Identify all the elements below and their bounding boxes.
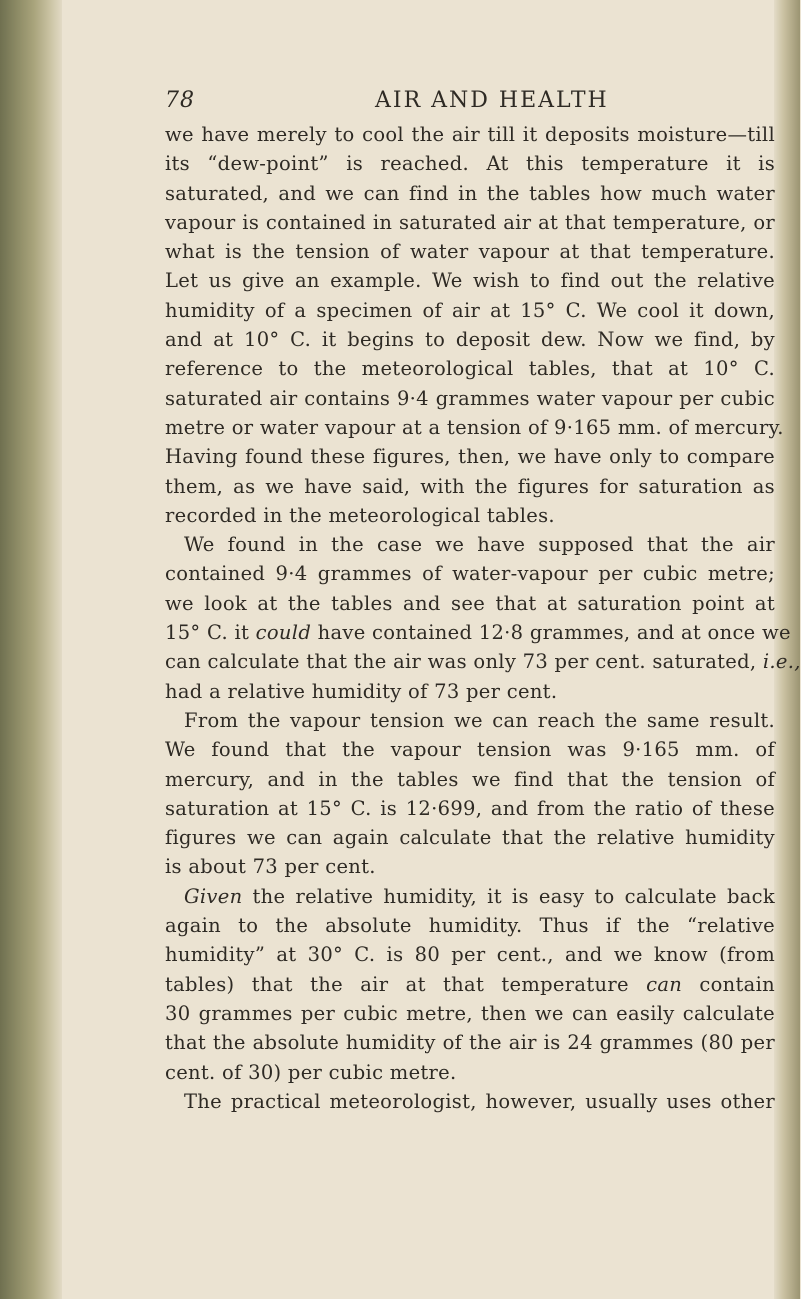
text-line: contained 9·4 grammes of water-vapour per cubic metre; bbox=[165, 562, 775, 586]
text-line: We found that the vapour tension was 9·165 mm. of bbox=[165, 738, 775, 762]
text-line: again to the absolute humidity. Thus if the “relative bbox=[165, 914, 775, 938]
text-line bbox=[165, 618, 791, 647]
italic-text: i.e., bbox=[762, 650, 801, 674]
text-line: its “dew-point” is reached. At this temperature it is bbox=[165, 152, 775, 176]
text-line bbox=[165, 882, 775, 911]
text-run: contain bbox=[682, 972, 775, 996]
text-line: what is the tension of water vapour at that temperature. bbox=[165, 240, 775, 264]
text-line: From the vapour tension we can reach the same result. bbox=[184, 708, 775, 732]
running-head: AIR AND HEALTH bbox=[375, 88, 609, 113]
text-line: humidity of a specimen of air at 15° C. We cool it down, bbox=[165, 298, 775, 322]
text-line: them, as we have said, with the figures for saturation as bbox=[165, 474, 775, 498]
text-line: that the absolute humidity of the air is 24 grammes (80 per bbox=[165, 1031, 775, 1055]
text-line: Let us give an example. We wish to find out the relative bbox=[165, 269, 775, 293]
text-line: had a relative humidity of 73 per cent. bbox=[165, 679, 558, 703]
page-number: 78 bbox=[165, 88, 195, 113]
text-line: vapour is contained in saturated air at that temperature, or bbox=[165, 210, 775, 234]
italic-text: can bbox=[646, 972, 683, 996]
text-run: 15° C. it bbox=[165, 621, 256, 645]
text-line: 30 grammes per cubic metre, then we can easily calculate bbox=[165, 1001, 775, 1025]
text-line bbox=[165, 970, 775, 999]
italic-text: Given bbox=[184, 884, 243, 908]
text-line: saturated, and we can find in the tables how much water bbox=[165, 181, 775, 205]
text-line: reference to the meteorological tables, that at 10° C. bbox=[165, 357, 775, 381]
text-line: humidity” at 30° C. is 80 per cent., and we know (from bbox=[165, 943, 775, 967]
text-run: the relative humidity, it is easy to calculate back bbox=[242, 884, 775, 908]
text-line: figures we can again calculate that the relative humidity bbox=[165, 826, 775, 850]
text-line: saturation at 15° C. is 12·699, and from the ratio of these bbox=[165, 796, 775, 820]
text-line: saturated air contains 9·4 grammes water vapour per cubic bbox=[165, 386, 775, 410]
text-line: Having found these figures, then, we have only to compare bbox=[165, 445, 775, 469]
italic-text: could bbox=[255, 621, 312, 645]
text-line: we have merely to cool the air till it deposits moisture—till bbox=[165, 123, 775, 146]
text-line bbox=[165, 647, 801, 676]
text-run: can calculate that the air was only 73 per cent. saturated, bbox=[165, 650, 763, 674]
book-spine-shadow bbox=[0, 0, 62, 1299]
page-header bbox=[165, 88, 780, 118]
text-line: mercury, and in the tables we find that the tension of bbox=[165, 767, 775, 791]
text-line: recorded in the meteorological tables. bbox=[165, 503, 555, 527]
text-line: is about 73 per cent. bbox=[165, 855, 376, 879]
text-line: We found in the case we have supposed that the air bbox=[184, 533, 775, 557]
book-page bbox=[165, 0, 801, 1299]
text-line: and at 10° C. it begins to deposit dew. Now we find, by bbox=[165, 328, 775, 352]
text-run: tables) that the air at that temperature bbox=[165, 972, 647, 996]
body-text bbox=[165, 120, 801, 1116]
text-line: The practical meteorologist, however, usually uses other bbox=[184, 1089, 775, 1113]
text-line: cent. of 30) per cubic metre. bbox=[165, 1060, 457, 1084]
text-line: we look at the tables and see that at saturation point at bbox=[165, 591, 775, 615]
text-line: metre or water vapour at a tension of 9·165 mm. of mercury. bbox=[165, 415, 784, 439]
text-run: have contained 12·8 grammes, and at once we bbox=[311, 621, 791, 645]
